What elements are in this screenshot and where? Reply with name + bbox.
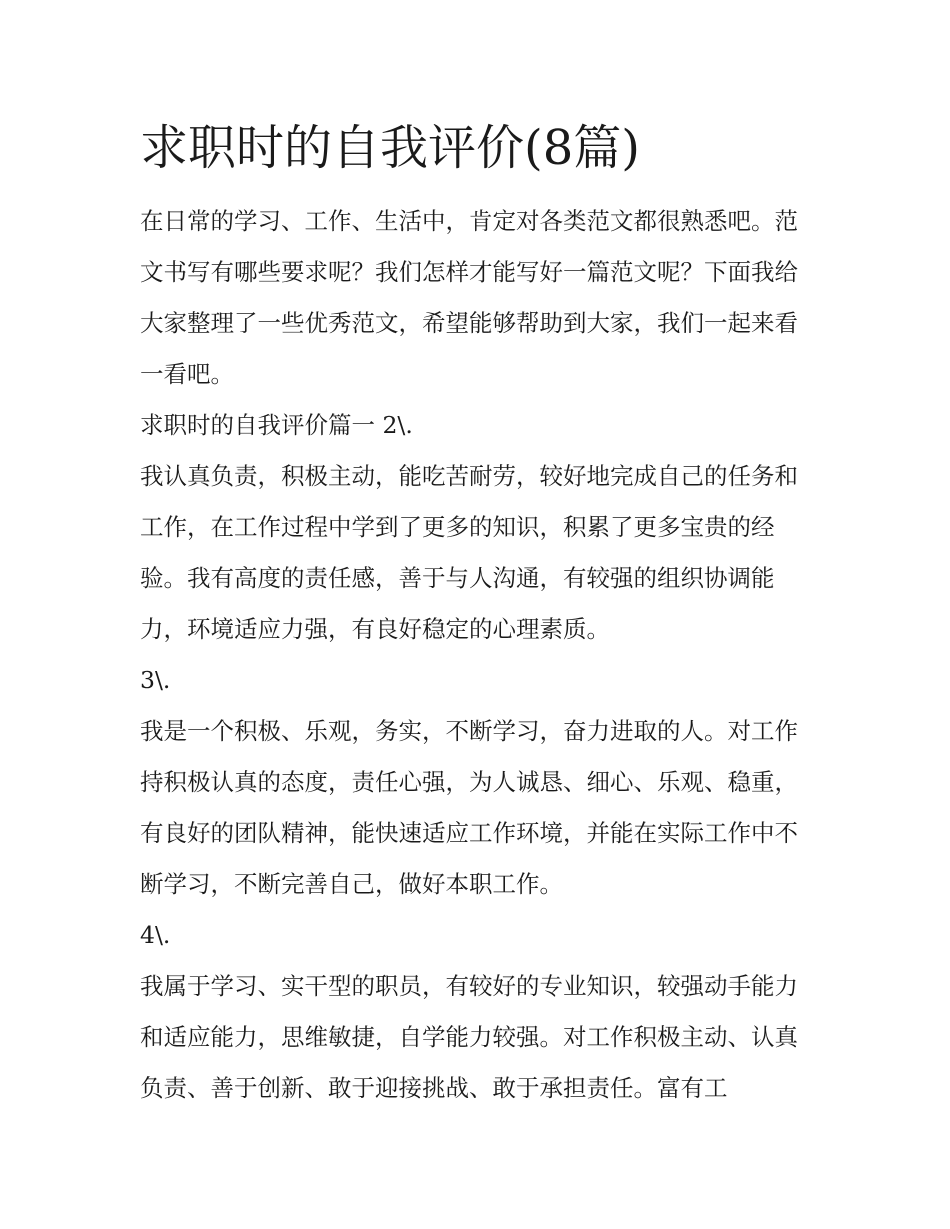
- paragraph-section-heading: 求职时的自我评价篇一 2\.: [140, 411, 413, 439]
- page-title: 求职时的自我评价(8篇): [140, 120, 640, 176]
- paragraph-evaluation-2: 我认真负责，积极主动，能吃苦耐劳，较好地完成自己的任务和工作，在工作过程中学到了更多的知识，积累了更多宝贵的经验。我有高度的责任感，善于与人沟通，有较强的组织协调能力，环境适应力强，有良好稳定的心理素质。: [140, 462, 798, 643]
- paragraph-intro: 在日常的学习、工作、生活中，肯定对各类范文都很熟悉吧。范文书写有哪些要求呢？我们怎样才能写好一篇范文呢？下面我给大家整理了一些优秀范文，希望能够帮助到大家，我们一起来看一看吧。: [140, 207, 798, 388]
- paragraph-number-3: 3\.: [140, 666, 171, 694]
- paragraph-evaluation-3: 我是一个积极、乐观，务实，不断学习，奋力进取的人。对工作持积极认真的态度，责任心强，为人诚恳、细心、乐观、稳重，有良好的团队精神，能快速适应工作环境，并能在实际工作中不断学习，不断完善自己，做好本职工作。: [140, 717, 798, 898]
- paragraph-number-4: 4\.: [140, 921, 171, 949]
- document-body: [140, 196, 816, 1114]
- paragraph-evaluation-4: 我属于学习、实干型的职员，有较好的专业知识，较强动手能力和适应能力，思维敏捷，自学能力较强。对工作积极主动、认真负责、善于创新、敢于迎接挑战、敢于承担责任。富有工: [140, 972, 798, 1102]
